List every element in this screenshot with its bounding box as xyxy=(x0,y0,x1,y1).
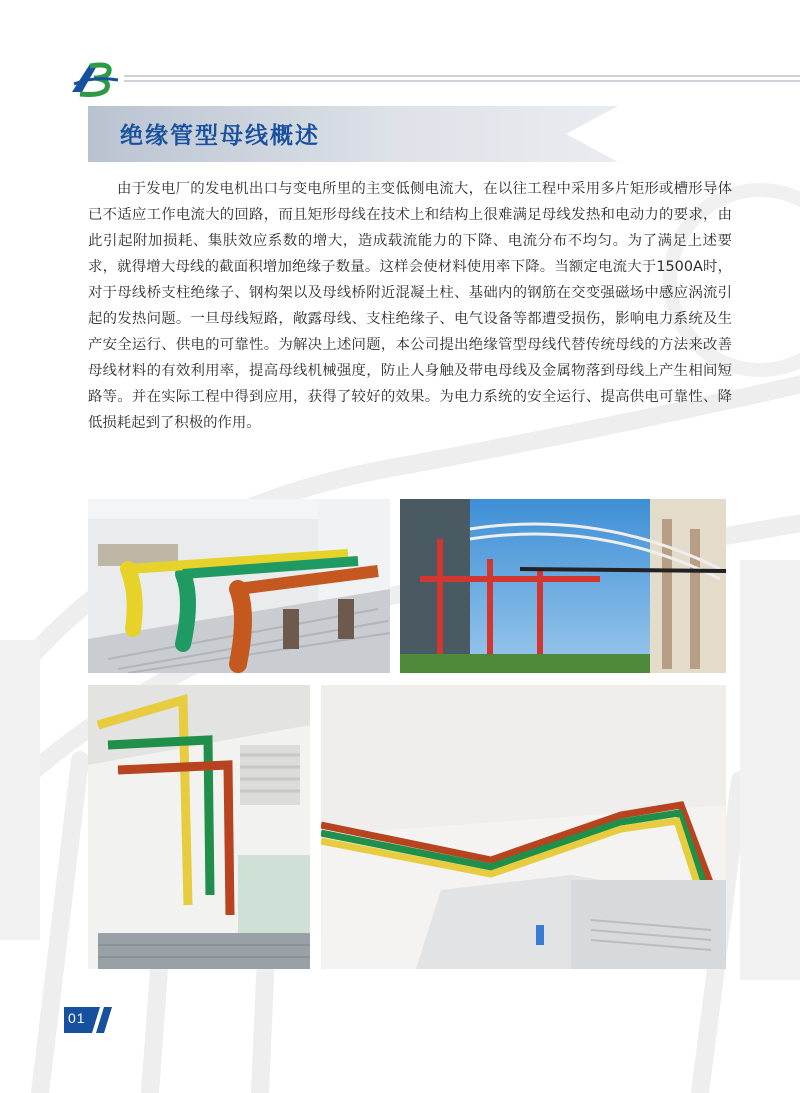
company-logo-icon xyxy=(68,58,124,98)
photo-switchgear-busbar xyxy=(321,685,726,969)
header-divider xyxy=(124,73,800,85)
intro-paragraph: 由于发电厂的发电机出口与变电所里的主变低侧电流大，在以往工程中采用多片矩形或槽形导体已不适应工作电流大的回路，而且矩形母线在技术上和结构上很难满足母线发热和电动力的要求，由此引起附加损耗、集肤效应系数的增大，造成载流能力的下降、电流分布不均匀。为了满足上述要求，就得增大母线的截面积增加绝缘子数量。这样会使材料使用率下降。当额定电流大于1500A时，对于母线桥支柱绝缘子、钢构架以及母线桥附近混凝土柱、基础内的钢筋在交变强磁场中感应涡流引起的发热问题。一旦母线短路，敞露母线、支柱绝缘子、电气设备等都遭受损伤，影响电力系统及生产安全运行、供电的可靠性。为解决上述问题，本公司提出绝缘管型母线代替传统母线的方法来改善母线材料的有效利用率，提高母线机械强度，防止人身触及带电母线及金属物落到母线上产生相间短路等。并在实际工程中得到应用，获得了较好的效果。为电力系统的安全运行、提高供电可靠性、降低损耗起到了积极的作用。 xyxy=(88,181,732,431)
page-title: 绝缘管型母线概述 xyxy=(120,123,320,149)
photo-indoor-busbar-terminations xyxy=(88,499,390,673)
page-number: 01 xyxy=(68,1010,86,1026)
photo-wall-busbar-run xyxy=(88,685,310,969)
photo-outdoor-substation xyxy=(400,499,726,673)
